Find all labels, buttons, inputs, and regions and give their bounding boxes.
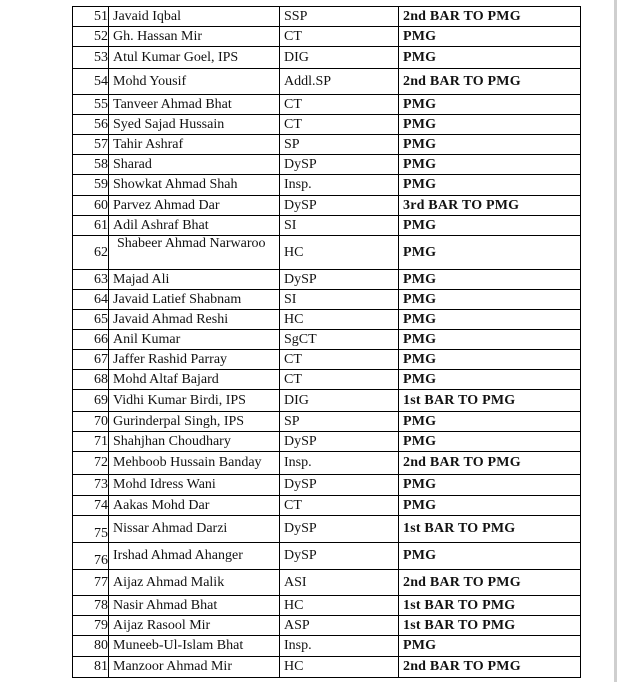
table-row [73, 310, 581, 330]
officer-rank: CT [280, 95, 399, 115]
table-row [73, 350, 581, 370]
award-name: 2nd BAR TO PMG [399, 570, 581, 596]
award-name: 2nd BAR TO PMG [399, 657, 581, 678]
serial-number: 70 [73, 412, 109, 432]
table-row [73, 290, 581, 310]
serial-number: 62 [73, 236, 109, 270]
officer-name: Shahjhan Choudhary [109, 432, 280, 452]
awards-table-body [73, 7, 581, 678]
table-row [73, 47, 581, 69]
award-name: PMG [399, 115, 581, 135]
serial-number: 53 [73, 47, 109, 69]
serial-number: 67 [73, 350, 109, 370]
award-name: PMG [399, 543, 581, 570]
award-name: PMG [399, 310, 581, 330]
officer-name: Aijaz Rasool Mir [109, 616, 280, 636]
officer-rank: DySP [280, 543, 399, 570]
table-row [73, 370, 581, 390]
table-row [73, 616, 581, 636]
table-row [73, 95, 581, 115]
officer-name: Adil Ashraf Bhat [109, 216, 280, 236]
officer-rank: Addl.SP [280, 69, 399, 95]
serial-number: 66 [73, 330, 109, 350]
serial-number: 63 [73, 270, 109, 290]
officer-rank: DySP [280, 155, 399, 175]
award-name: PMG [399, 330, 581, 350]
table-row [73, 390, 581, 412]
serial-number: 73 [73, 475, 109, 496]
table-row [73, 175, 581, 196]
officer-name: Nissar Ahmad Darzi [109, 516, 280, 543]
officer-rank: HC [280, 236, 399, 270]
award-name: 1st BAR TO PMG [399, 516, 581, 543]
officer-name: Javaid Ahmad Reshi [109, 310, 280, 330]
serial-number: 69 [73, 390, 109, 412]
award-name: PMG [399, 95, 581, 115]
officer-rank: CT [280, 350, 399, 370]
officer-rank: HC [280, 596, 399, 616]
officer-rank: DySP [280, 475, 399, 496]
officer-name: Mohd Altaf Bajard [109, 370, 280, 390]
officer-name: Anil Kumar [109, 330, 280, 350]
table-row [73, 543, 581, 570]
officer-rank: SSP [280, 7, 399, 27]
serial-number: 59 [73, 175, 109, 196]
serial-number: 51 [73, 7, 109, 27]
serial-number: 74 [73, 496, 109, 516]
officer-rank: DySP [280, 196, 399, 216]
officer-rank: SI [280, 290, 399, 310]
officer-name: Javaid Iqbal [109, 7, 280, 27]
officer-name: Aijaz Ahmad Malik [109, 570, 280, 596]
officer-rank: CT [280, 115, 399, 135]
officer-rank: Insp. [280, 636, 399, 657]
officer-rank: HC [280, 310, 399, 330]
table-row [73, 216, 581, 236]
table-row [73, 236, 581, 270]
serial-number: 57 [73, 135, 109, 155]
table-row [73, 432, 581, 452]
serial-number: 68 [73, 370, 109, 390]
serial-number: 81 [73, 657, 109, 678]
award-name: 2nd BAR TO PMG [399, 452, 581, 475]
officer-rank: DIG [280, 390, 399, 412]
officer-name: Atul Kumar Goel, IPS [109, 47, 280, 69]
award-name: PMG [399, 27, 581, 47]
table-row [73, 516, 581, 543]
table-row [73, 412, 581, 432]
serial-number: 75 [73, 516, 109, 543]
awards-table [72, 6, 581, 678]
table-row [73, 27, 581, 47]
officer-name: Parvez Ahmad Dar [109, 196, 280, 216]
serial-number: 56 [73, 115, 109, 135]
award-name: PMG [399, 290, 581, 310]
table-row [73, 596, 581, 616]
table-row [73, 270, 581, 290]
serial-number: 76 [73, 543, 109, 570]
table-row [73, 135, 581, 155]
officer-name: Syed Sajad Hussain [109, 115, 280, 135]
officer-rank: DySP [280, 432, 399, 452]
officer-rank: CT [280, 27, 399, 47]
table-row [73, 496, 581, 516]
award-name: 3rd BAR TO PMG [399, 196, 581, 216]
award-name: PMG [399, 216, 581, 236]
officer-rank: ASI [280, 570, 399, 596]
serial-number: 64 [73, 290, 109, 310]
table-row [73, 155, 581, 175]
officer-name: Gurinderpal Singh, IPS [109, 412, 280, 432]
award-name: PMG [399, 135, 581, 155]
officer-rank: CT [280, 496, 399, 516]
officer-rank: SP [280, 135, 399, 155]
officer-name: Tahir Ashraf [109, 135, 280, 155]
award-name: PMG [399, 636, 581, 657]
officer-name: Vidhi Kumar Birdi, IPS [109, 390, 280, 412]
officer-name: Mohd Yousif [109, 69, 280, 95]
award-name: PMG [399, 155, 581, 175]
officer-rank: Insp. [280, 452, 399, 475]
serial-number: 54 [73, 69, 109, 95]
serial-number: 60 [73, 196, 109, 216]
table-row [73, 196, 581, 216]
officer-rank: CT [280, 370, 399, 390]
serial-number: 58 [73, 155, 109, 175]
award-name: PMG [399, 47, 581, 69]
serial-number: 77 [73, 570, 109, 596]
award-name: PMG [399, 270, 581, 290]
officer-rank: Insp. [280, 175, 399, 196]
officer-rank: SP [280, 412, 399, 432]
serial-number: 52 [73, 27, 109, 47]
award-name: 1st BAR TO PMG [399, 390, 581, 412]
serial-number: 61 [73, 216, 109, 236]
serial-number: 79 [73, 616, 109, 636]
officer-rank: SgCT [280, 330, 399, 350]
officer-name: Mehboob Hussain Banday [109, 452, 280, 475]
award-name: PMG [399, 175, 581, 196]
officer-rank: SI [280, 216, 399, 236]
award-name: 2nd BAR TO PMG [399, 69, 581, 95]
table-row [73, 570, 581, 596]
serial-number: 65 [73, 310, 109, 330]
officer-rank: ASP [280, 616, 399, 636]
officer-name: Jaffer Rashid Parray [109, 350, 280, 370]
officer-rank: DySP [280, 516, 399, 543]
award-name: 2nd BAR TO PMG [399, 7, 581, 27]
officer-name: Gh. Hassan Mir [109, 27, 280, 47]
table-row [73, 475, 581, 496]
award-name: PMG [399, 432, 581, 452]
officer-name: Shabeer Ahmad Narwaroo [109, 236, 280, 270]
award-name: PMG [399, 236, 581, 270]
serial-number: 72 [73, 452, 109, 475]
officer-name: Irshad Ahmad Ahanger [109, 543, 280, 570]
table-row [73, 115, 581, 135]
award-name: PMG [399, 370, 581, 390]
award-name: PMG [399, 496, 581, 516]
officer-name: Majad Ali [109, 270, 280, 290]
award-name: PMG [399, 350, 581, 370]
table-row [73, 452, 581, 475]
table-row [73, 657, 581, 678]
officer-name: Mohd Idress Wani [109, 475, 280, 496]
serial-number: 71 [73, 432, 109, 452]
officer-name: Javaid Latief Shabnam [109, 290, 280, 310]
serial-number: 80 [73, 636, 109, 657]
officer-name: Nasir Ahmad Bhat [109, 596, 280, 616]
award-name: PMG [399, 412, 581, 432]
officer-name: Showkat Ahmad Shah [109, 175, 280, 196]
table-row [73, 330, 581, 350]
officer-name: Aakas Mohd Dar [109, 496, 280, 516]
award-name: PMG [399, 475, 581, 496]
serial-number: 78 [73, 596, 109, 616]
table-row [73, 7, 581, 27]
officer-rank: DIG [280, 47, 399, 69]
serial-number: 55 [73, 95, 109, 115]
officer-name: Tanveer Ahmad Bhat [109, 95, 280, 115]
officer-name: Sharad [109, 155, 280, 175]
table-row [73, 69, 581, 95]
officer-name: Manzoor Ahmad Mir [109, 657, 280, 678]
award-name: 1st BAR TO PMG [399, 596, 581, 616]
award-name: 1st BAR TO PMG [399, 616, 581, 636]
officer-name: Muneeb-Ul-Islam Bhat [109, 636, 280, 657]
officer-rank: DySP [280, 270, 399, 290]
table-row [73, 636, 581, 657]
officer-rank: HC [280, 657, 399, 678]
